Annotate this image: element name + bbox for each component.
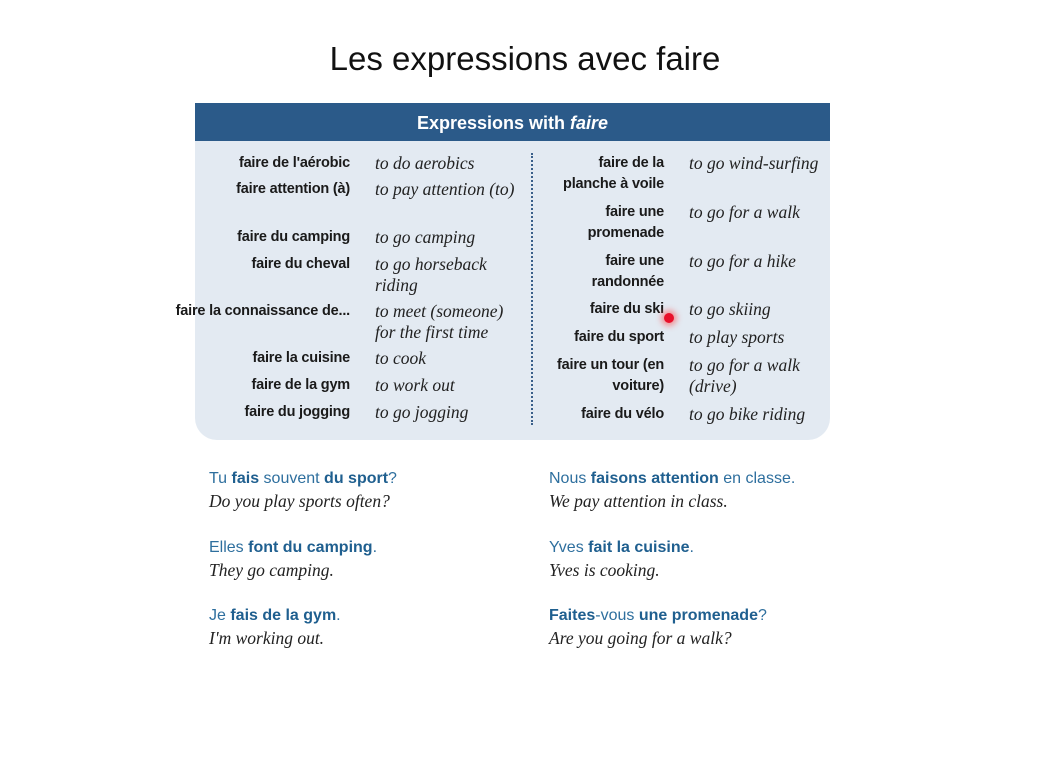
example-sentence [549,605,767,649]
expression-french: faire de l'aérobic [238,155,350,171]
faire-expression-highlight: fait la cuisine [588,539,690,556]
sentence-text: Elles [209,539,249,556]
sentence-text: souvent [259,470,325,487]
faire-expression-highlight: faisons attention [590,470,719,487]
table-header [195,103,830,141]
faire-expression-highlight: fais de la gym [230,607,337,624]
expression-english: to go for a hike [689,251,796,271]
expression-english: to go bike riding [689,404,806,424]
expression-french: faire du ski [589,301,664,317]
faire-expression-highlight: Faites [549,607,596,624]
expression-french: faire attention (à) [236,181,350,197]
expression-english: to go for a walk [689,202,800,222]
expression-french: faire de la gym [251,377,350,393]
expression-french: faire une promenade [587,204,664,241]
example-english: They go camping. [209,560,334,580]
example-english: Are you going for a walk? [549,628,732,648]
example-sentence [209,605,341,649]
expression-french: faire une randonnée [591,253,664,290]
expression-french: faire de la planche à voile [563,155,664,192]
faire-expression-highlight: fais [231,470,260,487]
expression-english: to play sports [689,327,785,347]
example-french [549,537,694,559]
sentence-text: . [689,539,694,556]
faire-expression-highlight: une promenade [638,607,758,624]
example-sentence [549,537,694,581]
expression-english: to do aerobics [375,153,475,173]
example-english: Yves is cooking. [549,560,660,580]
expression-english: to go horseback riding [375,254,487,295]
example-english: We pay attention in class. [549,491,728,511]
expression-french: faire la cuisine [252,350,350,366]
example-sentence [549,468,795,512]
example-sentence [209,468,397,512]
header-italic: faire [570,113,609,133]
example-sentence [209,537,377,581]
sentence-text: Nous [549,470,591,487]
example-french [209,537,377,559]
expression-french: faire du camping [237,229,350,245]
example-french [209,605,341,627]
example-english: Do you play sports often? [209,491,390,511]
example-english: I'm working out. [209,628,325,648]
sentence-text: ? [757,607,767,624]
expression-french: faire du cheval [251,256,350,272]
sentence-text: Je [209,607,231,624]
expression-french: faire un tour (en voiture) [557,357,664,394]
laser-pointer-dot [664,313,674,323]
expression-french: faire du jogging [244,404,350,420]
sentence-text: . [336,607,341,624]
expression-english: to go jogging [375,402,469,422]
expression-english: to go for a walk (drive) [689,355,800,396]
expression-english: to go skiing [689,299,771,319]
sentence-text: Tu [209,470,232,487]
sentence-text: en classe. [718,470,796,487]
example-french [549,468,795,490]
sentence-text: . [372,539,378,556]
faire-expression-highlight: font du camping [248,539,373,556]
example-french [209,468,397,490]
expression-english: to cook [375,348,427,368]
page-title: Les expressions avec faire [329,40,721,77]
sentence-text: Yves [549,539,589,556]
example-french [549,605,767,627]
column-divider [531,153,533,425]
expression-english: to go camping [375,227,476,247]
sentence-text: ? [388,470,397,487]
header-text: Expressions with [416,113,570,133]
sentence-text: -vous [595,607,639,624]
expression-french: faire du sport [574,329,664,345]
faire-expression-highlight: du sport [324,470,389,487]
expression-english: to work out [375,375,455,395]
expression-french: faire du vélo [581,406,664,422]
expression-english: to meet (someone) for the first time [375,301,504,342]
expression-french: faire la connaissance de... [175,303,350,319]
expression-english: to go wind-surfing [689,153,819,173]
expression-english: to pay attention (to) [375,179,515,199]
expressions-table [175,103,830,440]
